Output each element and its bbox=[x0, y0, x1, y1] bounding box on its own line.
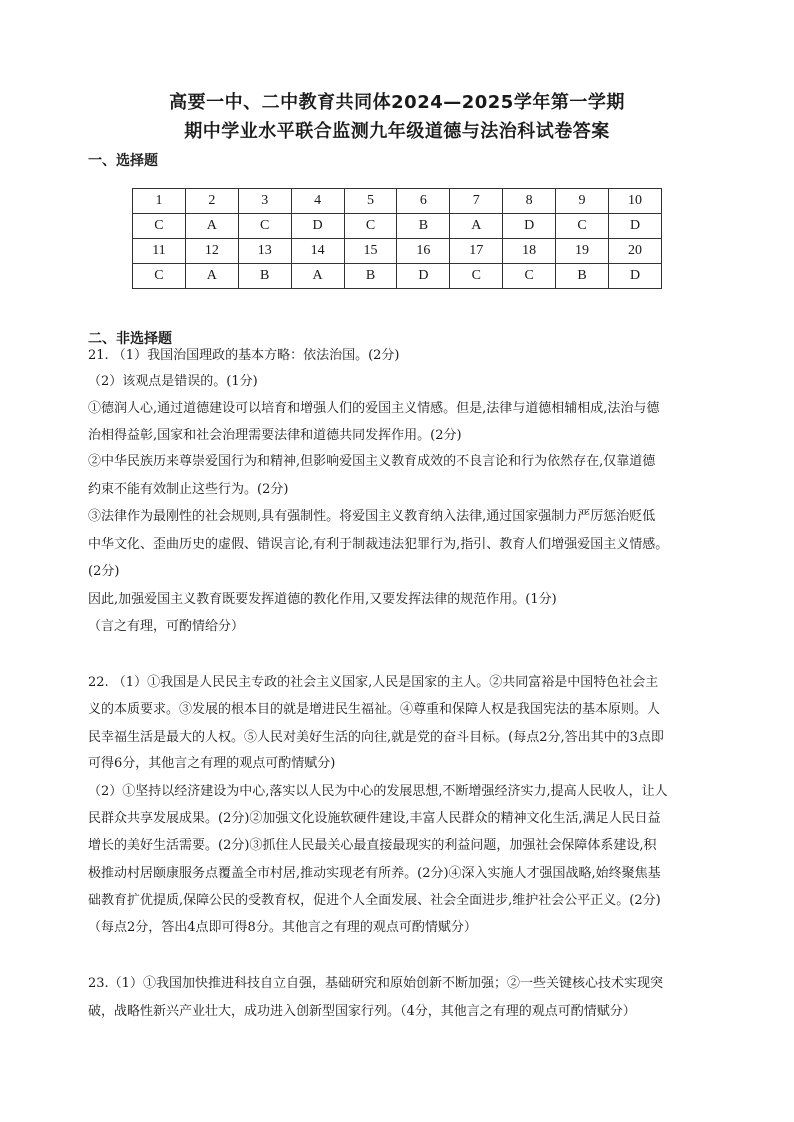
answer-line: 22. （1）①我国是人民民主专政的社会主义国家,人民是国家的主人。②共同富裕是中国特色社会主 bbox=[88, 675, 659, 690]
answer-line: （每点2分，答出4点即可得8分。其他言之有理的观点可酌情赋分） bbox=[88, 920, 477, 935]
table-row-question-numbers bbox=[133, 239, 662, 264]
answer-line: 民群众共享发展成果。(2分)②加强文化设施软硬件建设,丰富人民群众的精神文化生活,满足人民日益 bbox=[88, 811, 661, 826]
table-cell: D bbox=[503, 214, 556, 239]
table-cell: C bbox=[133, 214, 186, 239]
answer-line: 民幸福生活是最大的人权。⑤人民对美好生活的向往,就是党的奋斗目标。(每点2分,答出其中的3点即 bbox=[88, 730, 664, 745]
table-cell: 19 bbox=[556, 239, 609, 264]
table-cell: 14 bbox=[291, 239, 344, 264]
answer-line: （2）该观点是错误的。(1分) bbox=[88, 374, 258, 389]
answer-line: ①德润人心,通过道德建设可以培育和增强人们的爱国主义情感。但是,法律与道德相辅相成,法治与德 bbox=[88, 401, 660, 416]
table-row-answers bbox=[133, 214, 662, 239]
answer-line: 因此,加强爱国主义教育既要发挥道德的教化作用,又要发挥法律的规范作用。(1分) bbox=[88, 592, 557, 607]
answer-line: (2分) bbox=[88, 564, 120, 579]
table-cell: A bbox=[450, 214, 503, 239]
table-cell: B bbox=[556, 264, 609, 289]
table-cell: 9 bbox=[556, 189, 609, 214]
table-cell: B bbox=[344, 264, 397, 289]
table-cell: 13 bbox=[238, 239, 291, 264]
answer-line: 础教育扩优提质,保障公民的受教育权，促进个人全面发展、社会全面进步,维护社会公平正义。(2分) bbox=[88, 893, 661, 908]
table-cell: A bbox=[185, 264, 238, 289]
table-cell: 8 bbox=[503, 189, 556, 214]
table-cell: 7 bbox=[450, 189, 503, 214]
answer-line: 21. （1）我国治国理政的基本方略：依法治国。(2分) bbox=[88, 348, 400, 363]
table-cell: C bbox=[450, 264, 503, 289]
table-cell: C bbox=[503, 264, 556, 289]
table-cell: 16 bbox=[397, 239, 450, 264]
table-cell: 11 bbox=[133, 239, 186, 264]
table-cell: C bbox=[556, 214, 609, 239]
table-cell: D bbox=[609, 264, 662, 289]
answer-line: 中华文化、歪曲历史的虚假、错误言论,有利于制裁违法犯罪行为,指引、教育人们增强爱国主义情感。 bbox=[88, 537, 669, 552]
answer-line: 增长的美好生活需要。(2分)③抓住人民最关心最直接最现实的利益问题，加强社会保障体系建设,积 bbox=[88, 838, 657, 853]
exam-title-line2: 期中学业水平联合监测九年级道德与法治科试卷答案 bbox=[184, 121, 610, 142]
answer-line: 23.（1）①我国加快推进科技自立自强，基础研究和原始创新不断加强；②一些关键核心技术实现突 bbox=[88, 976, 663, 991]
answer-line: 可得6分，其他言之有理的观点可酌情赋分) bbox=[88, 756, 336, 771]
table-cell: 5 bbox=[344, 189, 397, 214]
answer-line: ③法律作为最刚性的社会规则,具有强制性。将爱国主义教育纳入法律,通过国家强制力严厉惩治贬低 bbox=[88, 509, 656, 524]
table-cell: C bbox=[238, 214, 291, 239]
table-cell: 20 bbox=[609, 239, 662, 264]
section-heading-multiple-choice: 一、选择题 bbox=[88, 153, 158, 169]
answer-line: （言之有理，可酌情给分） bbox=[88, 619, 245, 634]
answer-line: 极推动村居颐康服务点覆盖全市村居,推动实现老有所养。(2分)④深入实施人才强国战略,始终聚焦基 bbox=[88, 866, 661, 881]
table-cell: 12 bbox=[185, 239, 238, 264]
table-cell: 2 bbox=[185, 189, 238, 214]
answer-line: 破，战略性新兴产业壮大，成功进入创新型国家行列。（4分，其他言之有理的观点可酌情赋分） bbox=[88, 1004, 636, 1019]
table-cell: C bbox=[344, 214, 397, 239]
answer-line: 义的本质要求。③发展的根本目的就是增进民生福祉。④尊重和保障人权是我国宪法的基本原则。人 bbox=[88, 702, 661, 717]
exam-title-line1: 高要一中、二中教育共同体2024—2025学年第一学期 bbox=[169, 92, 625, 113]
table-cell: 1 bbox=[133, 189, 186, 214]
answer-table bbox=[132, 188, 662, 289]
table-cell: C bbox=[133, 264, 186, 289]
table-cell: A bbox=[291, 264, 344, 289]
answer-line: 治相得益彰,国家和社会治理需要法律和道德共同发挥作用。(2分) bbox=[88, 428, 462, 443]
table-row-question-numbers bbox=[133, 189, 662, 214]
table-cell: B bbox=[397, 214, 450, 239]
table-cell: 17 bbox=[450, 239, 503, 264]
table-cell: D bbox=[609, 214, 662, 239]
table-cell: B bbox=[238, 264, 291, 289]
table-cell: 10 bbox=[609, 189, 662, 214]
table-cell: 3 bbox=[238, 189, 291, 214]
table-cell: A bbox=[185, 214, 238, 239]
table-cell: 15 bbox=[344, 239, 397, 264]
table-cell: D bbox=[397, 264, 450, 289]
table-row-answers bbox=[133, 264, 662, 289]
table-cell: 18 bbox=[503, 239, 556, 264]
section-heading-non-choice: 二、非选择题 bbox=[88, 331, 172, 347]
answer-line: ②中华民族历来尊崇爱国行为和精神,但影响爱国主义教育成效的不良言论和行为依然存在,仅靠道德 bbox=[88, 454, 656, 469]
answer-line: （2）①坚持以经济建设为中心,落实以人民为中心的发展思想,不断增强经济实力,提高人民收人，让人 bbox=[88, 784, 668, 799]
table-cell: D bbox=[291, 214, 344, 239]
answer-line: 约束不能有效制止这些行为。(2分) bbox=[88, 482, 289, 497]
table-cell: 6 bbox=[397, 189, 450, 214]
table-cell: 4 bbox=[291, 189, 344, 214]
